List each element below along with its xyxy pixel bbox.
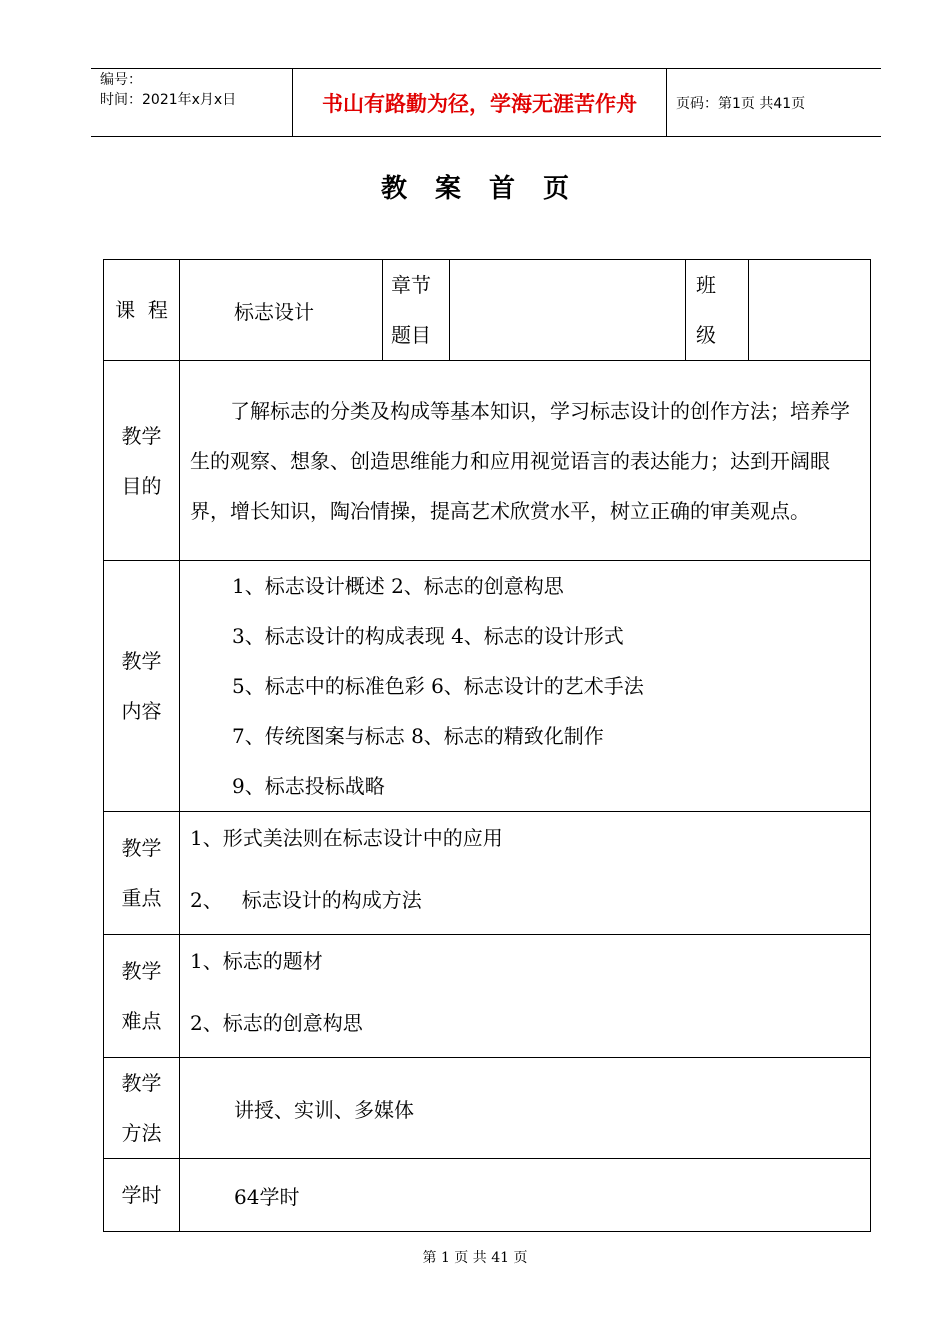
difficulty-label xyxy=(104,935,180,1058)
key-cell xyxy=(180,812,871,935)
chapter-label-line2: 题目 xyxy=(391,323,431,347)
difficulty-label-line1: 教学 xyxy=(121,959,162,983)
content-label xyxy=(104,561,180,812)
class-label xyxy=(686,260,749,361)
difficulty-point-2: 2、标志的创意构思 xyxy=(190,1011,363,1035)
key-point-2: 2、 标志设计的构成方法 xyxy=(190,888,422,912)
goal-label xyxy=(104,361,180,561)
content-label-line2: 内容 xyxy=(121,699,162,723)
hours-label: 学时 xyxy=(104,1159,180,1232)
class-label-line2: 级 xyxy=(696,323,716,347)
key-row xyxy=(104,812,871,935)
chapter-label xyxy=(383,260,450,361)
goal-label-line1: 教学 xyxy=(121,423,162,448)
header-page-info: 页码：第1页 共41页 xyxy=(676,96,806,112)
difficulty-label-line2: 难点 xyxy=(121,1009,162,1033)
goal-cell xyxy=(180,361,871,561)
method-label xyxy=(104,1058,180,1159)
key-label xyxy=(104,812,180,935)
method-value: 讲授、实训、多媒体 xyxy=(234,1097,414,1122)
course-row xyxy=(104,260,871,361)
content-line-2: 3、标志设计的构成表现 4、标志的设计形式 xyxy=(232,624,624,648)
class-label-line1: 班 xyxy=(696,273,716,297)
chapter-label-line1: 章节 xyxy=(391,273,431,297)
method-row xyxy=(104,1058,871,1159)
goal-row xyxy=(104,361,871,561)
header-bottom-rule xyxy=(91,136,881,137)
hours-value: 64学时 xyxy=(234,1184,300,1209)
method-label-line2: 方法 xyxy=(121,1121,162,1145)
time-label: 时间：2021年x月x日 xyxy=(100,92,237,108)
header-motto: 书山有路勤为径，学海无涯苦作舟 xyxy=(322,92,637,116)
goal-label-line2: 目的 xyxy=(121,473,162,498)
method-cell xyxy=(180,1058,871,1159)
course-label: 课 程 xyxy=(104,260,180,361)
key-label-line1: 教学 xyxy=(121,836,162,860)
difficulty-cell xyxy=(180,935,871,1058)
class-value xyxy=(749,260,871,361)
method-label-line1: 教学 xyxy=(121,1071,162,1095)
goal-text: 了解标志的分类及构成等基本知识，学习标志设计的创作方法；培养学生的观察、想象、创造思维能力和应用视觉语言的表达能力；达到开阔眼界，增长知识，陶冶情操，提高艺术欣赏水平，树立正确的审美观点。 xyxy=(190,398,850,523)
lesson-plan-table xyxy=(103,259,871,1232)
difficulty-point-1: 1、标志的题材 xyxy=(190,949,323,973)
hours-cell xyxy=(180,1159,871,1232)
content-line-3: 5、标志中的标准色彩 6、标志设计的艺术手法 xyxy=(232,674,644,698)
content-row xyxy=(104,561,871,812)
key-label-line2: 重点 xyxy=(121,886,162,910)
chapter-value xyxy=(450,260,686,361)
header-top-rule xyxy=(91,68,881,69)
page-footer: 第 1 页 共 41 页 xyxy=(422,1250,528,1266)
content-line-5: 9、标志投标战略 xyxy=(232,774,385,798)
content-line-4: 7、传统图案与标志 8、标志的精致化制作 xyxy=(232,724,604,748)
hours-row xyxy=(104,1159,871,1232)
header-meta xyxy=(100,70,236,110)
header-divider-right xyxy=(666,68,667,136)
content-line-1: 1、标志设计概述 2、标志的创意构思 xyxy=(232,574,564,598)
code-label: 编号： xyxy=(100,72,142,88)
course-value-text: 标志设计 xyxy=(234,299,314,324)
content-label-line1: 教学 xyxy=(121,649,162,673)
content-cell xyxy=(180,561,871,812)
page-title: 教案首页 xyxy=(380,174,597,204)
key-point-1: 1、形式美法则在标志设计中的应用 xyxy=(190,826,503,850)
course-value xyxy=(180,260,383,361)
difficulty-row xyxy=(104,935,871,1058)
